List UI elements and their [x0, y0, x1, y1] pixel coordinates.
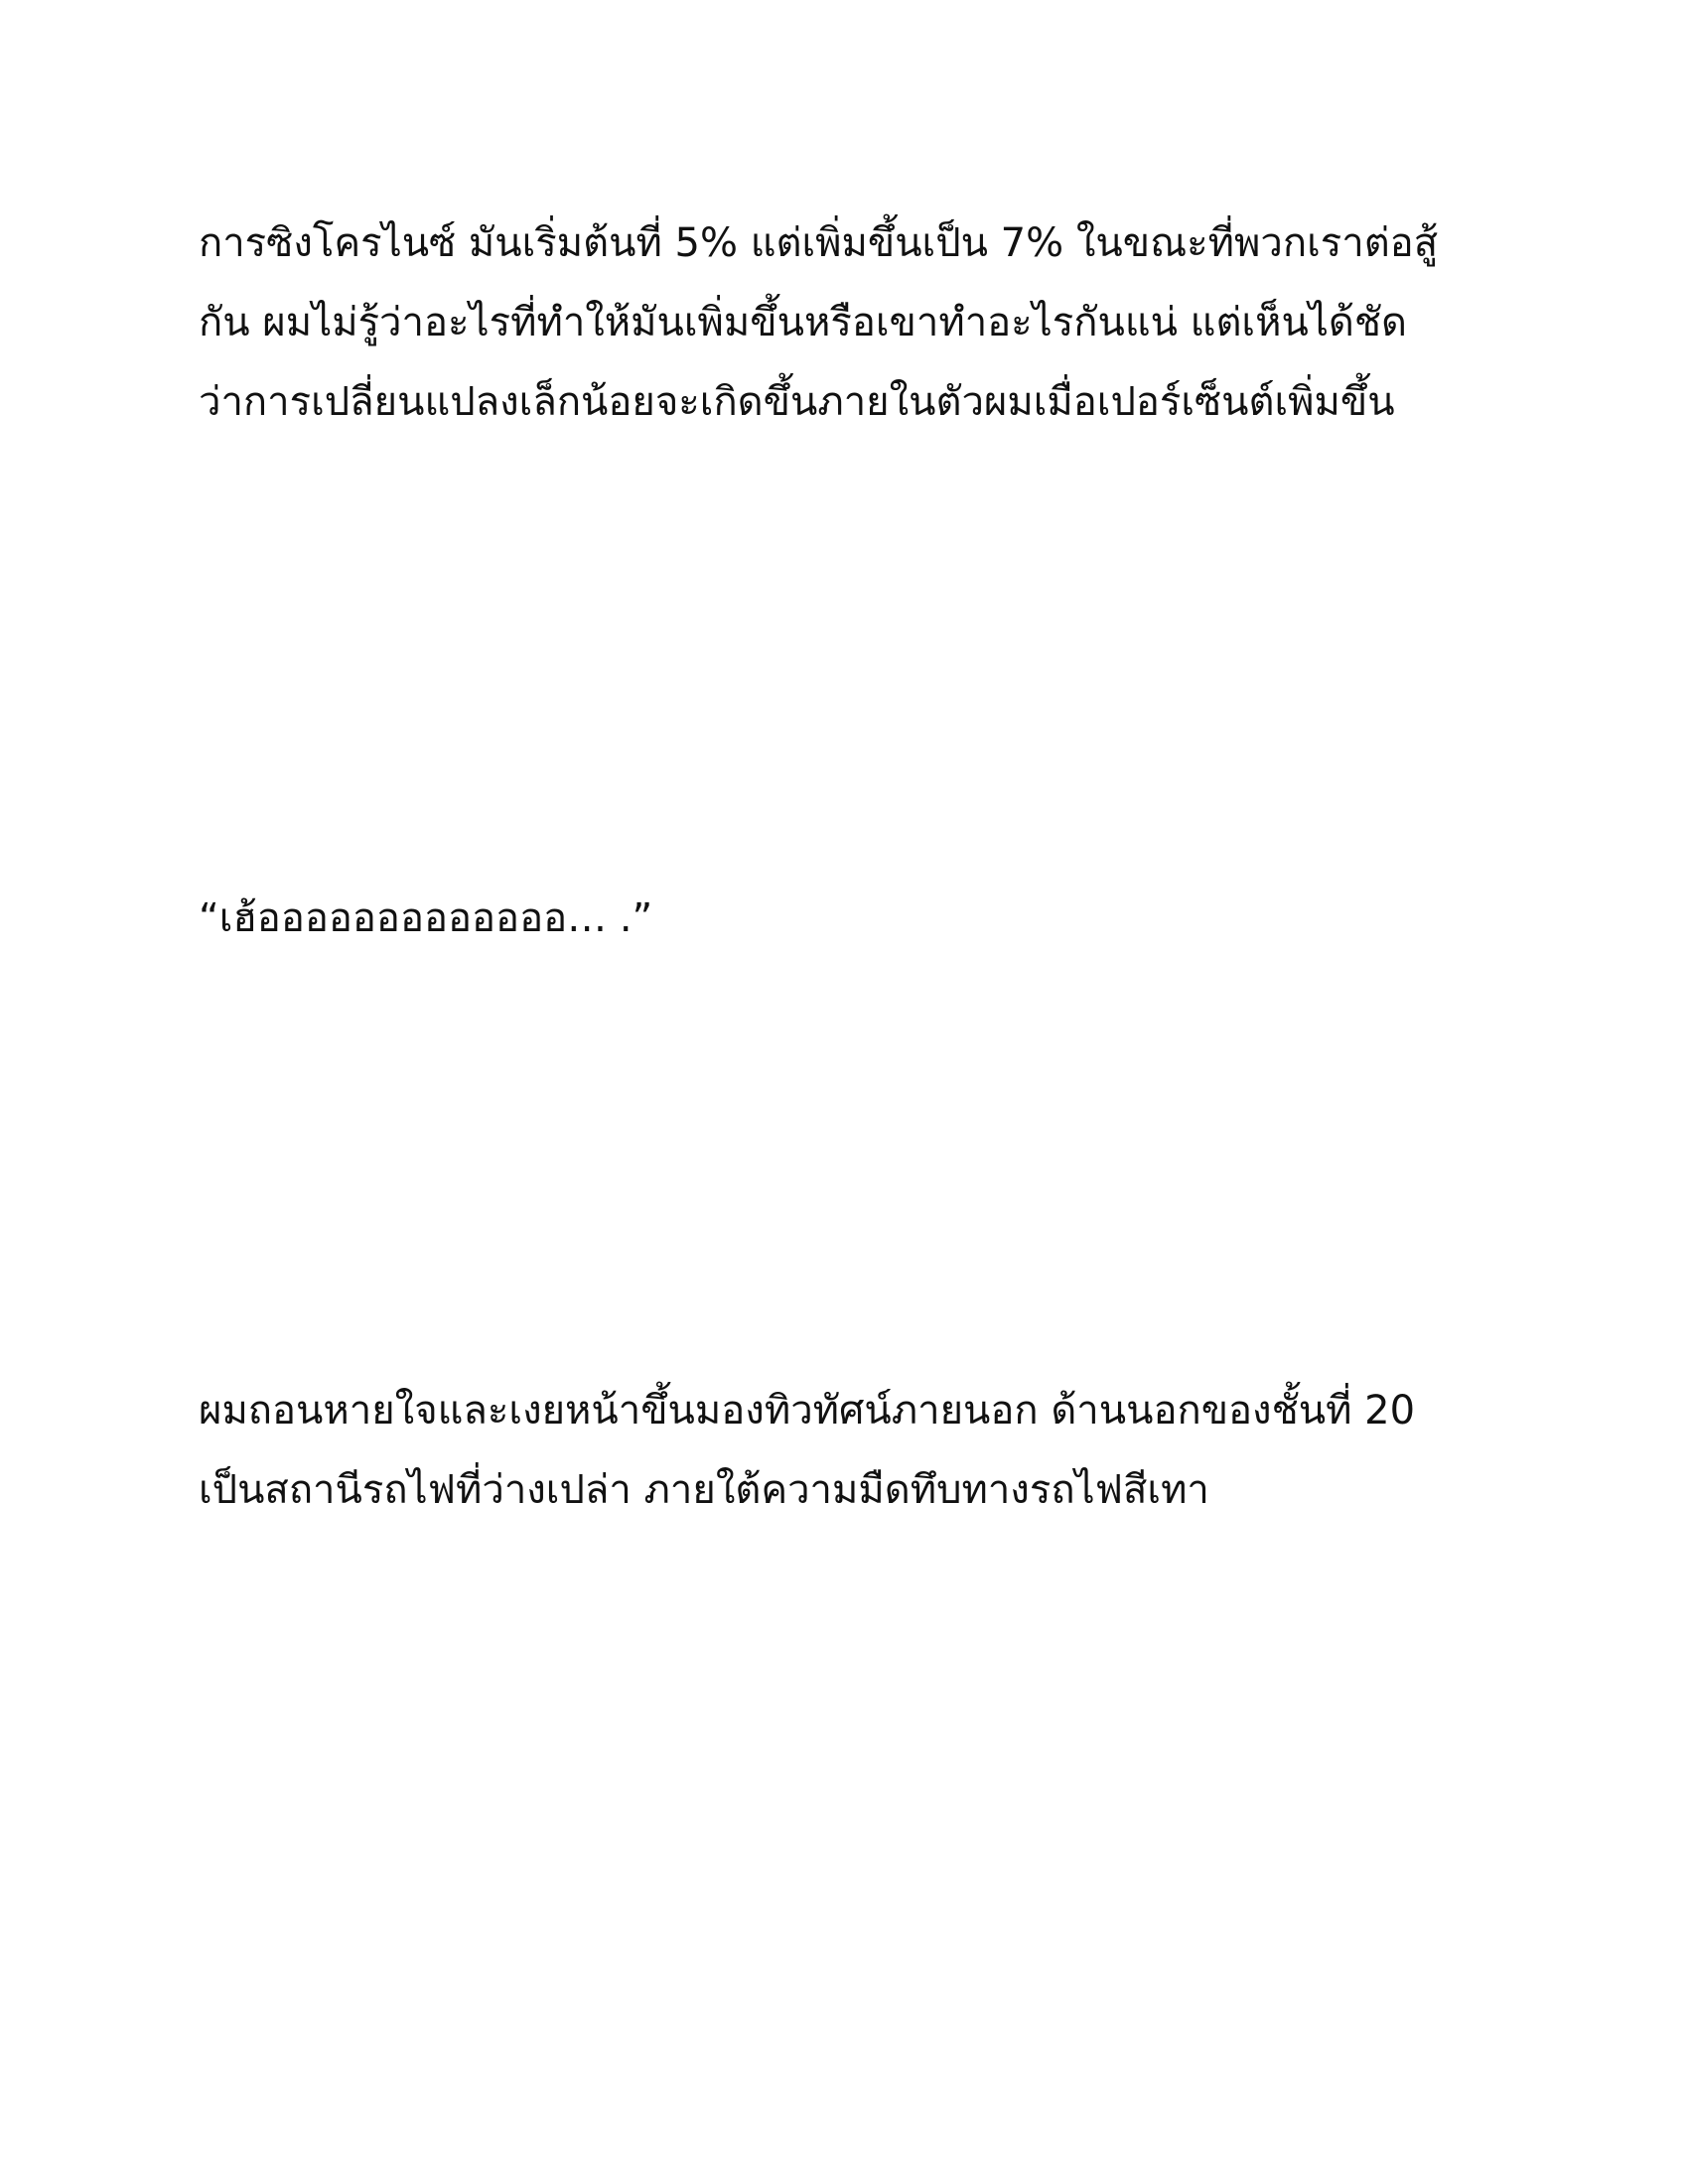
paragraph-sigh-dialogue [199, 879, 1509, 958]
text-line: ผมถอนหายใจและเงยหน้าขึ้นมองทิวทัศน์ภายนอก ด้านนอกของชั้นที่ 20 [199, 1388, 1416, 1433]
text-line: “เฮ้อออออออออออออ… .” [199, 895, 653, 941]
paragraph-synchronization [199, 204, 1509, 442]
text-line: เป็นสถานีรถไฟที่ว่างเปล่า ภายใต้ความมืดทึบทางรถไฟสีเทา [199, 1467, 1209, 1513]
text-line: การซิงโครไนซ์ มันเริ่มต้นที่ 5% แต่เพิ่มขึ้นเป็น 7% ในขณะที่พวกเราต่อสู้ [199, 220, 1439, 266]
text-line: กัน ผมไม่รู้ว่าอะไรที่ทำให้มันเพิ่มขึ้นหรือเขาทำอะไรกันแน่ แต่เห็นได้ชัด [199, 300, 1408, 345]
text-line: ว่าการเปลี่ยนแปลงเล็กน้อยจะเกิดขึ้นภายในตัวผมเมื่อเปอร์เซ็นต์เพิ่มขึ้น [199, 379, 1395, 425]
paragraph-outside-view [199, 1371, 1509, 1530]
